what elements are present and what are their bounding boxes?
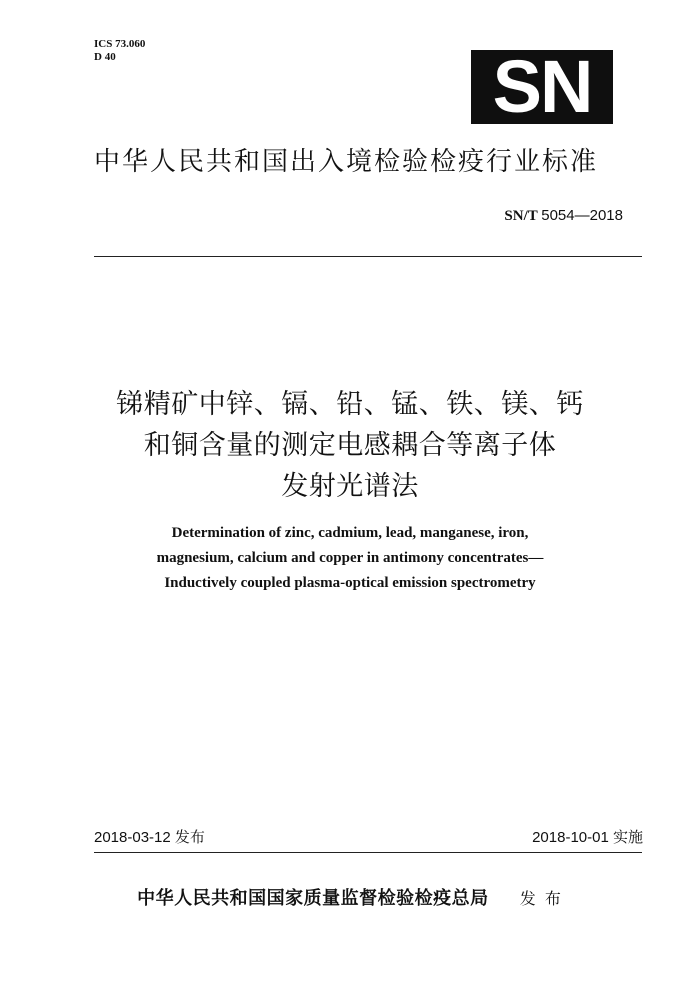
english-title-line-1: Determination of zinc, cadmium, lead, manganese, iron, (171, 525, 529, 541)
english-title-line-3: Inductively coupled plasma-optical emission spectrometry (164, 575, 536, 591)
standard-number-value: 5054—2018 (541, 207, 623, 224)
standard-prefix: SN/T (504, 208, 538, 224)
bottom-divider (94, 852, 642, 853)
issue-action: 发 布 (519, 889, 563, 908)
issuer-line (0, 884, 700, 910)
english-title (0, 521, 700, 596)
english-title-line-2: magnesium, calcium and copper in antimony concentrates— (156, 550, 544, 566)
standard-number (504, 207, 623, 225)
chinese-title (0, 384, 700, 507)
standard-category-title: 中华人民共和国出入境检验检疫行业标准 (94, 147, 599, 177)
sn-logo: SN (471, 50, 613, 124)
chinese-title-line-2: 和铜含量的测定电感耦合等离子体 (143, 430, 557, 461)
ccs-code: D 40 (94, 51, 116, 63)
issuing-organization: 中华人民共和国国家质量监督检验检疫总局 (137, 888, 489, 909)
top-divider (94, 256, 642, 257)
issue-date: 2018-03-12 发布 (94, 829, 205, 846)
implementation-date: 2018-10-01 实施 (532, 829, 643, 846)
chinese-title-line-3: 发射光谱法 (281, 471, 419, 502)
ics-code: ICS 73.060 (94, 38, 146, 50)
chinese-title-line-1: 锑精矿中锌、镉、铅、锰、铁、镁、钙 (116, 389, 584, 420)
